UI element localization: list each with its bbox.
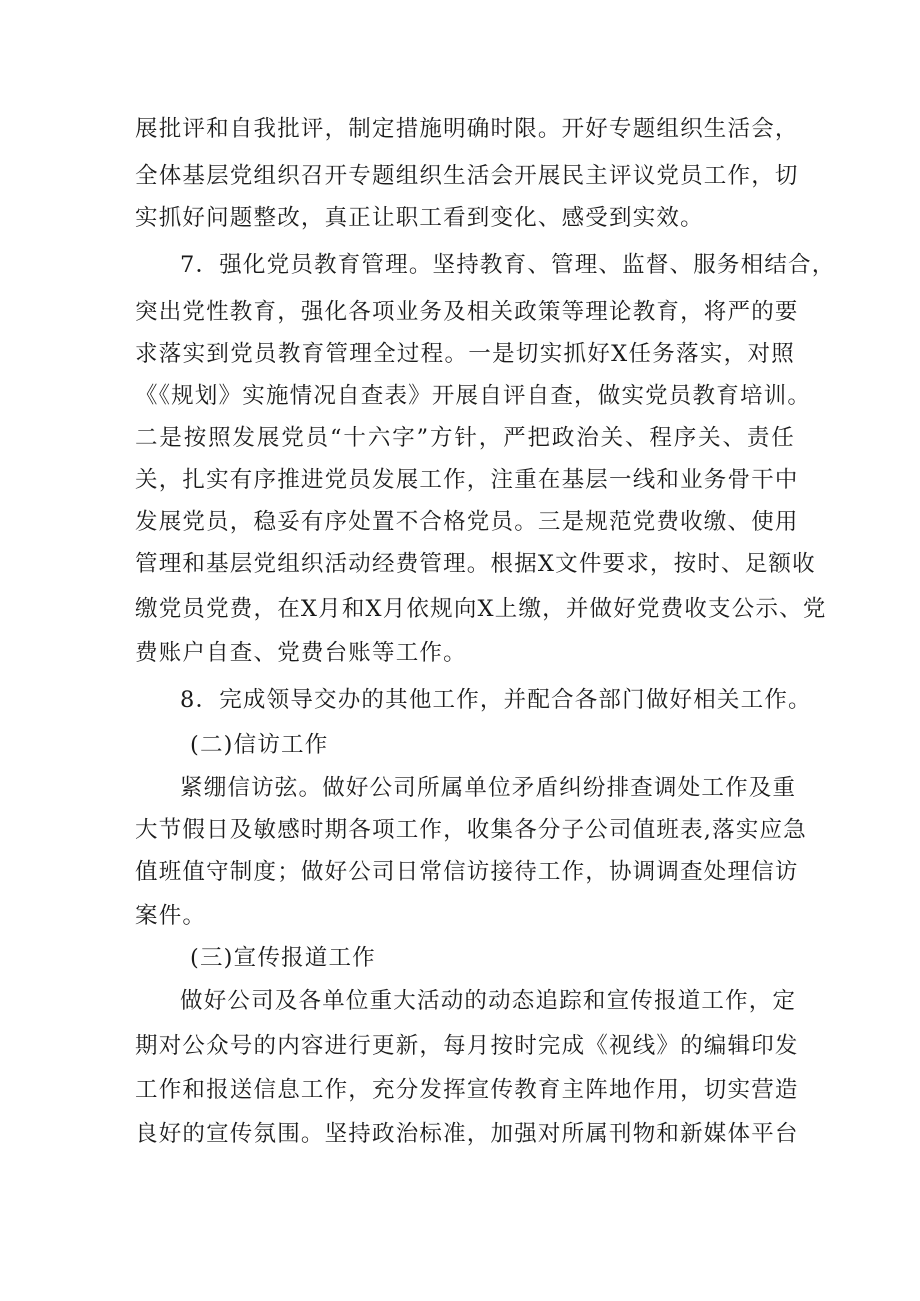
- paragraph-line: 发展党员，稳妥有序处置不合格党员。三是规范党费收缴、使用: [135, 509, 799, 535]
- paragraph-line: 紧绷信访弦。做好公司所属单位矛盾纠纷排查调处工作及重: [180, 775, 797, 801]
- paragraph-line: 期对公众号的内容进行更新，每月按时完成《视线》的编辑印发: [135, 1033, 799, 1059]
- paragraph-line: 管理和基层党组织活动经费管理。根据X文件要求，按时、足额收: [135, 551, 816, 577]
- paragraph-line: 良好的宣传氛围。坚持政治标准，加强对所属刊物和新媒体平台: [135, 1121, 799, 1147]
- paragraph-line: 做好公司及各单位重大活动的动态追踪和宣传报道工作，定: [180, 988, 797, 1014]
- section-heading: (二)信访工作: [190, 732, 329, 758]
- paragraph-line: 展批评和自我批评，制定措施明确时限。开好专题组织生活会，: [135, 116, 799, 142]
- paragraph-line: 案件。: [135, 903, 207, 929]
- paragraph-line: 关，扎实有序推进党员发展工作，注重在基层一线和业务骨干中: [135, 467, 799, 493]
- paragraph-line: 《《规划》实施情况自查表》开展自评自查，做实党员教育培训。: [135, 383, 812, 409]
- paragraph-line: 二是按照发展党员“十六字”方针，严把政治关、程序关、责任: [135, 425, 795, 451]
- paragraph-line: 值班值守制度；做好公司日常信访接待工作，协调调查处理信访: [135, 859, 799, 885]
- paragraph-line: 求落实到党员教育管理全过程。一是切实抓好X任务落实，对照: [135, 341, 795, 367]
- paragraph-line: 工作和报送信息工作，充分发挥宣传教育主阵地作用，切实营造: [135, 1077, 799, 1103]
- paragraph-line: 费账户自查、党费台账等工作。: [135, 640, 467, 666]
- section-heading: (三)宣传报道工作: [190, 945, 376, 971]
- paragraph-line: 实抓好问题整改，真正让职工看到变化、感受到实效。: [135, 205, 704, 231]
- paragraph-line: 全体基层党组织召开专题组织生活会开展民主评议党员工作，切: [135, 163, 799, 189]
- paragraph-line: 突出党性教育，强化各项业务及相关政策等理论教育，将严的要: [135, 299, 799, 325]
- paragraph-line: 7．强化党员教育管理。坚持教育、管理、监督、服务相结合，: [180, 252, 836, 278]
- paragraph-line: 缴党员党费，在X月和X月依规向X上缴，并做好党费收支公示、党: [135, 596, 827, 622]
- paragraph-line: 大节假日及敏感时期各项工作，收集各分子公司值班表,落实应急: [135, 817, 807, 843]
- paragraph-line: 8．完成领导交办的其他工作，并配合各部门做好相关工作。: [180, 687, 812, 713]
